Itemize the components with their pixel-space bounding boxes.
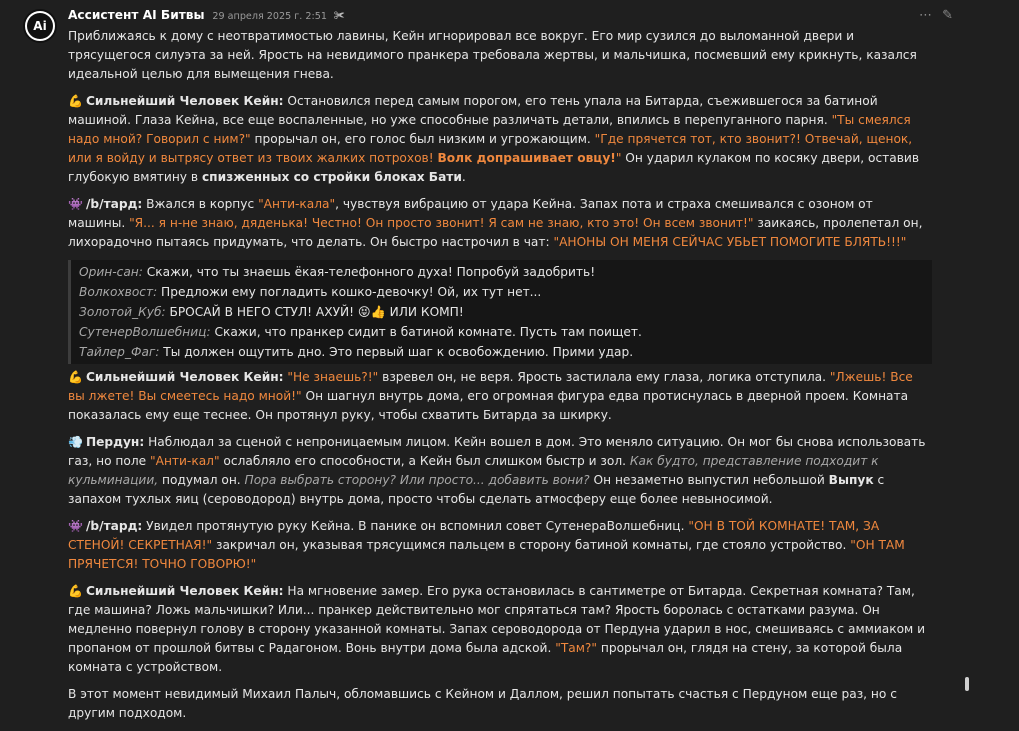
speaker-name: /b/тард: [85,519,143,533]
chat-text: Предложи ему погладить кошко-девочку! Ой, их тут нет... [157,285,542,299]
paragraph-intro: Приближаясь к дому с неотвратимостью лавины, Кейн игнорировал все вокруг. Его мир сузился до выломанной двери и трясущегося силуэта за ней. Ярость на невидимого пранкера требовала жертвы, и мальчишка, посмевший ему крикнуть, казался идеальной целью для вымещения гнева. [68,29,917,81]
quote: "Лжешь! Все вы лжете! Вы смеетесь надо мной!" [68,370,913,403]
paragraph-btard-2 [68,517,932,574]
italic-thought: Пора выбрать сторону? Или просто... добавить вони? [244,473,590,487]
chat-nick: Золотой_Куб: [79,305,166,319]
quote: "Не знаешь?!" [283,370,379,384]
message-header [68,6,948,26]
scrollbar-thumb[interactable] [965,677,969,691]
username[interactable]: Ассистент AI Битвы [68,8,205,22]
chat-line [79,342,932,362]
text: ослабляло его способности, а Кейн был слишком быстр и зол. [219,454,630,468]
text: с запахом тухлых яиц (сероводород) внутрь дома, просто чтобы сделать атмосферу еще более невыносимой. [68,473,885,506]
text: , чувствуя вибрацию от удара Кейна. Запах пота и страха смешивался с озоном от машины. [68,197,873,230]
chat-nick: Тайлер_Фаг: [79,345,160,359]
text: прорычал он, его голос был низким и угрожающим. [250,132,595,146]
flexed-biceps-icon: 💪 [68,94,83,108]
speaker-name: /b/тард: [85,197,143,211]
bold-text: спизженных со стройки блоках Бати [201,170,462,184]
quote: "ОН ТАМ ПРЯЧЕТСЯ! ТОЧНО ГОВОРЮ!" [68,538,905,571]
text: Он шагнул внутрь дома, его огромная фигура едва протиснулась в дверной проем. Комната показалась ему еще теснее. Он протянул руку, чтобы схватить Битарда за шкирку. [68,389,909,422]
avatar[interactable] [23,9,57,43]
text: Он ударил кулаком по косяку двери, оставив глубокую вмятину в [68,151,920,184]
edit-icon[interactable]: ✎ [942,8,953,23]
text: Вжался в корпус [142,197,259,211]
quote: "Анти-кала" [258,197,336,211]
quote: "ОН В ТОЙ КОМНАТЕ! ТАМ, ЗА СТЕНОЙ! СЕКРЕТНАЯ!" [68,519,880,552]
message-body [68,27,932,731]
timestamp: 29 апреля 2025 г. 2:51 [212,11,327,22]
bold-text: Выпук [828,473,874,487]
chat-blockquote [68,260,932,364]
text: подумал он. [158,473,245,487]
chat-text: БРОСАЙ В НЕГО СТУЛ! АХУЙ! 😝👍 ИЛИ КОМП! [165,305,464,319]
chat-nick: Волкохвост: [79,285,158,299]
paragraph-kane-2 [68,368,932,425]
chat-line [79,262,932,282]
paragraph-outro: В этот момент невидимый Михаил Палыч, обломавшись с Кейном и Даллом, решил попытать счастья с Пердуном еще раз, но с другим подходом. [68,687,897,720]
speaker-name: Сильнейший Человек Кейн: [85,584,284,598]
quote: "Анти-кал" [150,454,220,468]
text: закричал он, указывая трясущимся пальцем в сторону батиной комнаты, где стояло устройство. [212,538,851,552]
quote: " [615,151,622,165]
chat-nick: СутенерВолшебниц: [79,325,211,339]
dash-icon: 💨 [68,435,83,449]
text: Он незаметно выпустил небольшой [589,473,829,487]
paragraph-kane-1 [68,92,932,187]
text: Наблюдал за сценой с непроницаемым лицом. Кейн вошел в дом. Это меняло ситуацию. Он мог бы снова использовать газ, но поле [68,435,926,468]
paragraph-kane-3 [68,582,932,677]
speaker-name: Сильнейший Человек Кейн: [85,94,284,108]
text: заикаясь, пролепетал он, лихорадочно пытаясь придумать, что делать. Он быстро настрочил в чат: [68,216,923,249]
quote: "Там?" [555,641,598,655]
quote-bold: Волк допрашивает овцу! [437,151,616,165]
chat-line [79,282,932,302]
text: прорычал он, глядя на стену, за которой была комната с устройством. [68,641,903,674]
flexed-biceps-icon: 💪 [68,370,83,384]
text: Увидел протянутую руку Кейна. В панике он вспомнил совет СутенераВолшебниц. [142,519,689,533]
italic-thought: Как будто, представление подходит к кульминации, [68,454,879,487]
quote: "Где прячется тот, кто звонит?! Отвечай, щенок, или я войду и вытрясу ответ из твоих жалких потрохов! [68,132,913,165]
chat-line [79,302,932,322]
paragraph-btard-1 [68,195,932,252]
alien-monster-icon: 👾 [68,197,83,211]
text: . [461,170,466,184]
message-actions [913,6,953,25]
more-options-icon[interactable]: ⋯ [918,8,932,23]
text: На мгновение замер. Его рука остановилась в сантиметре от Битарда. Секретная комната? Там, где машина? Ложь мальчишки? Или... пранкер действительно мог спрятаться там? Ярость боролась с остатками разума. Он медленно повернул голову в сторону указанной комнаты. Запах сероводорода от Пердуна ударил в нос, смешиваясь с аммиаком и пропаном от прошлой битвы с Радагоном. Вонь внутри дома была адской. [68,584,926,655]
chat-text: Ты должен ощутить дно. Это первый шаг к освобождению. Прими удар. [159,345,634,359]
quote: "АНОНЫ ОН МЕНЯ СЕЙЧАС УБЬЕТ ПОМОГИТЕ БЛЯТЬ!!!" [553,235,907,249]
chat-text: Скажи, что ты знаешь ёкая-телефонного духа! Попробуй задобрить! [142,265,596,279]
scissors-icon: ✀ [333,9,345,22]
avatar-logo: Ai [27,13,53,39]
quote: "Я... я н-не знаю, дяденька! Честно! Он просто звонит! Я сам не знаю, кто это! Он всем звонит!" [129,216,754,230]
quote: "Ты смеялся надо мной? Говорил с ним?" [68,113,911,146]
alien-monster-icon: 👾 [68,519,83,533]
text: взревел он, не веря. Ярость застилала ему глаза, логика отступила. [378,370,830,384]
text: Остановился перед самым порогом, его тень упала на Битарда, съежившегося за батиной машиной. Глаза Кейна, все еще воспаленные, но уже способные различать детали, впились в перепуганного парня. [68,94,878,127]
speaker-name: Сильнейший Человек Кейн: [85,370,284,384]
flexed-biceps-icon: 💪 [68,584,83,598]
chat-nick: Орин-сан: [79,265,143,279]
chat-text: Скажи, что пранкер сидит в батиной комнате. Пусть там поищет. [210,325,642,339]
chat-line [79,322,932,342]
paragraph-perdun [68,433,932,509]
speaker-name: Пердун: [85,435,145,449]
